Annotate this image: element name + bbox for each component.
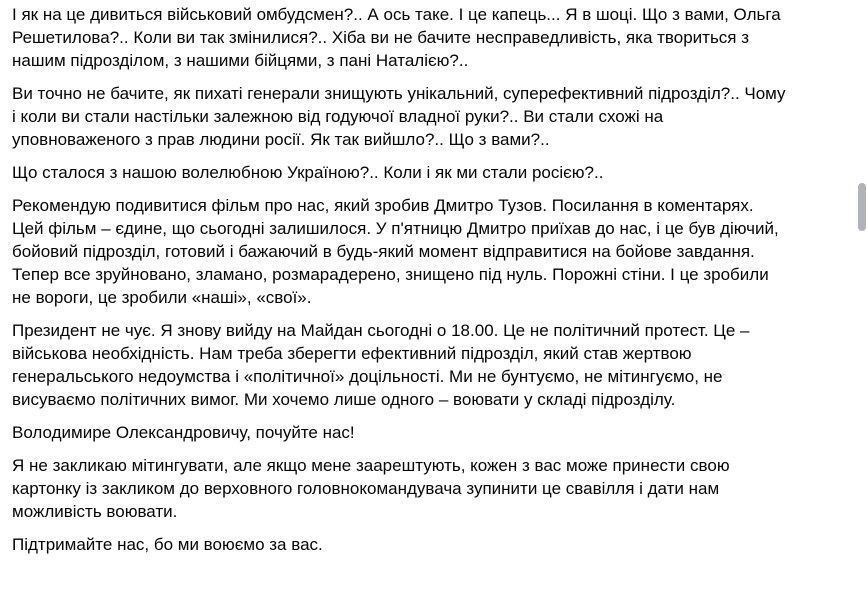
post-paragraph-5: Президент не чує. Я знову вийду на Майдан сьогодні о 18.00. Це не політичний протест. Це – військова необхідність. Нам треба зберегти ефективний підрозділ, який став жертвою генеральського недоумства і «політичної» доцільності. Ми не бунтуємо, не мітингуємо, не висуваємо політичних вимог. Ми хочемо лише одного – воювати у складі підрозділу. <box>12 321 750 409</box>
scrollbar-thumb[interactable] <box>858 183 866 231</box>
post-paragraph-6: Володимире Олександровичу, почуйте нас! <box>12 423 355 442</box>
post-paragraph-1: І як на це дивиться військовий омбудсмен?.. А ось таке. І це капець... Я в шоці. Що з вами, Ольга Решетилова?.. Коли ви так змінилися?.. Хіба ви не бачите несправедливість, яка твориться з нашим підрозділом, з нашими бійцями, з пані Наталією?.. <box>12 5 781 70</box>
post-paragraph-7: Я не закликаю мітингувати, але якщо мене заарештують, кожен з вас може принести свою картонку із закликом до верховного головнокомандувача зупинити це свавілля і дати нам можливість воювати. <box>12 456 730 521</box>
post-paragraph-2: Ви точно не бачите, як пихаті генерали знищують унікальний, суперефективний підрозділ?.. Чому і коли ви стали настільки залежною від годуючої владної руки?.. Ви стали схожі на уповноваженого з прав людини росії. Як так вийшло?.. Що з вами?.. <box>12 84 786 149</box>
post-paragraph-8: Підтримайте нас, бо ми воюємо за вас. <box>12 535 323 554</box>
post-text <box>12 3 854 566</box>
post-paragraph-3: Що сталося з нашою волелюбною Україною?.. Коли і як ми стали росією?.. <box>12 163 604 182</box>
vertical-scrollbar[interactable] <box>857 0 867 597</box>
post-paragraph-4: Рекомендую подивитися фільм про нас, який зробив Дмитро Тузов. Посилання в коментарях. Цей фільм – єдине, що сьогодні залишилося. У п'ятницю Дмитро приїхав до нас, і це був діючий, бойовий підрозділ, готовий і бажаючий в будь-який момент відправитися на бойове завдання. Тепер все зруйновано, зламано, розмарадерено, знищено під нуль. Порожні стіни. І це зробили не вороги, це зробили «наші», «свої». <box>12 196 779 307</box>
